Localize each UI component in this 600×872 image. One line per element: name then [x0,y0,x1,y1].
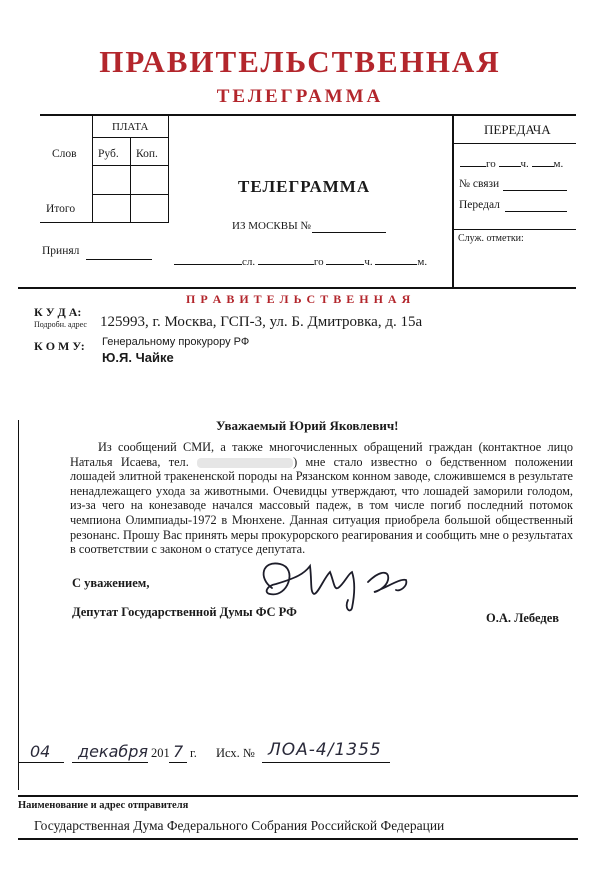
iz-moskvy-label: ИЗ МОСКВЫ № [232,220,311,232]
peredacha-time: го ч. м. [460,156,563,170]
signatory-name: О.А. Лебедев [486,611,559,625]
date-year-digit: 7 [173,742,184,761]
kop-label: Коп. [136,148,158,160]
prinyal-label: Принял [42,245,80,257]
closing: С уважением, [72,576,150,590]
salutation: Уважаемый Юрий Яковлевич! [216,418,399,433]
plata-label: ПЛАТА [112,121,149,133]
signatory-title: Депутат Государственной Думы ФС РФ [72,605,297,619]
ref-number: ЛОА-4/1355 [268,740,382,760]
peredacha-label: ПЕРЕДАЧА [484,122,551,137]
telegramma-heading: ТЕЛЕГРАММА [238,177,371,196]
komu-label: К О М У: [34,339,85,353]
peredal-label: Передал [459,199,500,211]
recipient-title: Генеральному прокурору РФ [102,336,250,348]
redacted-phone [197,458,293,468]
nom-svyazi-label: № связи [459,178,500,190]
sender-label: Наименование и адрес отправителя [18,800,189,811]
document-subtitle: ТЕЛЕГРАММА [216,86,384,107]
sender-name: Государственная Дума Федерального Собрания Российской Федерации [34,818,445,833]
sender-top-rule [18,795,578,797]
address-text: 125993, г. Москва, ГСП-3, ул. Б. Дмитровка, д. 15а [100,314,423,330]
date-year-prefix: 201 [151,746,170,760]
date-row [18,742,578,776]
podrob-label: Подробн. адрес [34,320,87,329]
recipient-name: Ю.Я. Чайке [102,350,174,365]
ref-label: Исх. № [216,746,255,760]
itogo-label: Итого [46,203,76,215]
slov-label: Слов [52,148,77,160]
sluzh-label: Служ. отметки: [458,233,524,244]
gov-label: П Р А В И Т Е Л Ь С Т В Е Н Н А Я [186,292,412,306]
letter-body: Из сообщений СМИ, а также многочисленных обращений граждан (контактное лицо Наталья Исаева, тел. ) мне стало известно о бедственном положении лошадей элитной тракененской породы на Рязанском конном заводе, сложившемся в результате ненадлежащего ухода за животными. Очевидцы утверждают, что лошадей заморили голодом, из-за чего на конезаводе начался массовый падеж, в том числе погиб последний потомок чемпиона Олимпиады-1972 в Мюнхене. Данная ситуация приобрела большой общественный резонанс. Прошу Вас принять меры прокурорского реагирования и сообщить мне о результатах в соответствии с законом о статусе депутата. [70,440,573,557]
date-year-suffix: г. [190,746,197,760]
date-day: 04 [30,742,51,761]
transmission-line: сл. го ч. м. [174,254,427,268]
document-title: ПРАВИТЕЛЬСТВЕННАЯ [99,44,501,79]
date-month: декабря [78,742,149,761]
sender-bottom-rule [18,838,578,840]
rub-label: Руб. [98,148,119,160]
margin-line [18,420,19,790]
kuda-label: К У Д А: [34,305,82,319]
